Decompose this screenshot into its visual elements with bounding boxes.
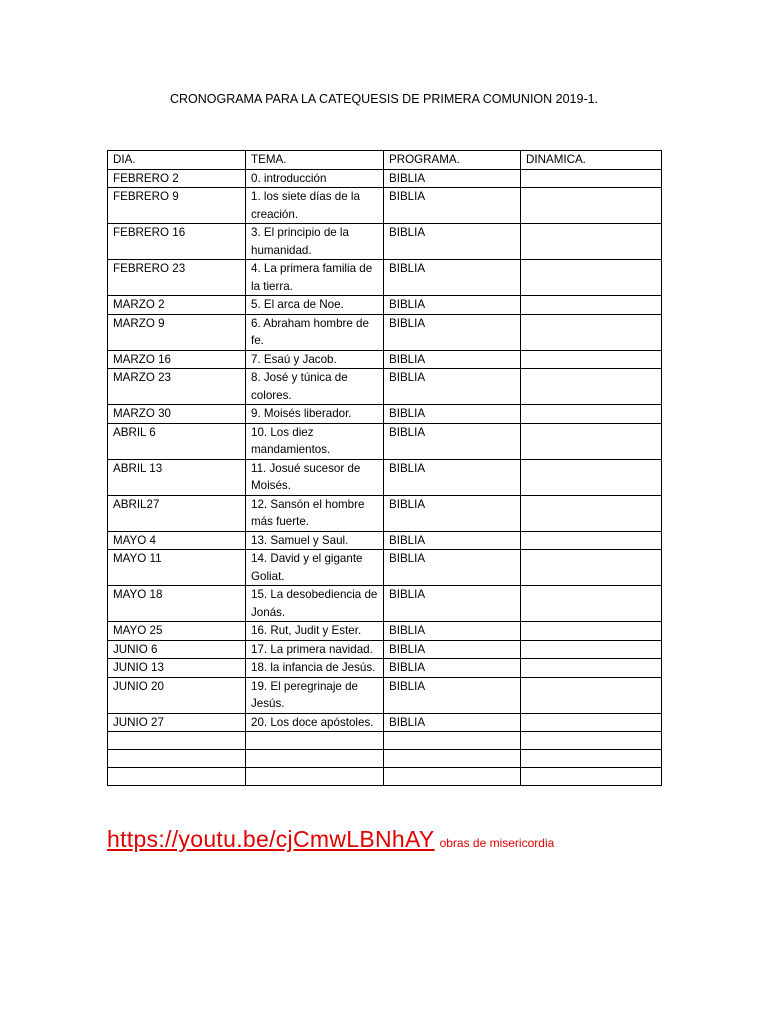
cell-tema: 10. Los diez mandamientos. [246, 423, 384, 459]
cell-programa: BIBLIA [384, 550, 521, 586]
cell-dia: MAYO 11 [108, 550, 246, 586]
table-row [108, 296, 662, 315]
table-row [108, 495, 662, 531]
cell-dinamica [521, 423, 662, 459]
cell-dinamica [521, 586, 662, 622]
cell-dia: MARZO 9 [108, 314, 246, 350]
blank-cell [521, 732, 662, 750]
document-title: CRONOGRAMA PARA LA CATEQUESIS DE PRIMERA COMUNION 2019-1. [169, 92, 599, 106]
cell-programa: BIBLIA [384, 531, 521, 550]
cell-dia: FEBRERO 23 [108, 260, 246, 296]
cell-tema: 11. Josué sucesor de Moisés. [246, 459, 384, 495]
cell-tema: 7. Esaú y Jacob. [246, 350, 384, 369]
cell-tema: 9. Moisés liberador. [246, 405, 384, 424]
cell-tema: 6. Abraham hombre de fe. [246, 314, 384, 350]
table-row [108, 622, 662, 641]
cell-programa: BIBLIA [384, 369, 521, 405]
cell-tema: 12. Sansón el hombre más fuerte. [246, 495, 384, 531]
footer-line [107, 826, 554, 853]
cell-dinamica [521, 550, 662, 586]
cell-tema: 18. la infancia de Jesús. [246, 659, 384, 678]
cell-tema: 13. Samuel y Saul. [246, 531, 384, 550]
table-row [108, 640, 662, 659]
blank-cell [246, 750, 384, 768]
blank-cell [521, 750, 662, 768]
cell-tema: 19. El peregrinaje de Jesús. [246, 677, 384, 713]
table-row [108, 405, 662, 424]
blank-cell [108, 768, 246, 786]
cell-dinamica [521, 640, 662, 659]
cell-programa: BIBLIA [384, 423, 521, 459]
table-row [108, 713, 662, 732]
video-link[interactable]: https://youtu.be/cjCmwLBNhAY [107, 826, 435, 852]
cell-dinamica [521, 405, 662, 424]
blank-cell [384, 750, 521, 768]
cell-tema: 20. Los doce apóstoles. [246, 713, 384, 732]
blank-cell [384, 732, 521, 750]
cell-dinamica [521, 188, 662, 224]
cell-tema: 5. El arca de Noe. [246, 296, 384, 315]
cell-dinamica [521, 677, 662, 713]
cell-dia: JUNIO 20 [108, 677, 246, 713]
table-row [108, 586, 662, 622]
table-row [108, 550, 662, 586]
cell-dia: MAYO 25 [108, 622, 246, 641]
cell-dia: FEBRERO 2 [108, 169, 246, 188]
table-row [108, 350, 662, 369]
cell-dinamica [521, 713, 662, 732]
cell-dia: FEBRERO 16 [108, 224, 246, 260]
table-row [108, 677, 662, 713]
cell-dinamica [521, 369, 662, 405]
cell-dinamica [521, 260, 662, 296]
table-body [108, 169, 662, 786]
cell-dinamica [521, 531, 662, 550]
cell-programa: BIBLIA [384, 495, 521, 531]
cell-dinamica [521, 495, 662, 531]
cell-dinamica [521, 296, 662, 315]
cell-programa: BIBLIA [384, 405, 521, 424]
cell-dia: ABRIL 6 [108, 423, 246, 459]
cell-programa: BIBLIA [384, 586, 521, 622]
table-row [108, 531, 662, 550]
cell-dinamica [521, 659, 662, 678]
schedule-table [107, 150, 662, 786]
cell-dinamica [521, 459, 662, 495]
cell-tema: 1. los siete días de la creación. [246, 188, 384, 224]
blank-cell [246, 732, 384, 750]
cell-programa: BIBLIA [384, 640, 521, 659]
cell-dinamica [521, 314, 662, 350]
table-row [108, 188, 662, 224]
cell-programa: BIBLIA [384, 350, 521, 369]
header-dinamica: DINAMICA. [521, 151, 662, 170]
cell-tema: 3. El principio de la humanidad. [246, 224, 384, 260]
cell-dia: MARZO 30 [108, 405, 246, 424]
blank-cell [108, 732, 246, 750]
header-tema: TEMA. [246, 151, 384, 170]
cell-dinamica [521, 350, 662, 369]
cell-tema: 0. introducción [246, 169, 384, 188]
cell-tema: 8. José y túnica de colores. [246, 369, 384, 405]
cell-dia: JUNIO 13 [108, 659, 246, 678]
blank-cell [246, 768, 384, 786]
cell-programa: BIBLIA [384, 713, 521, 732]
cell-programa: BIBLIA [384, 314, 521, 350]
cell-dia: JUNIO 27 [108, 713, 246, 732]
cell-dia: MAYO 4 [108, 531, 246, 550]
cell-programa: BIBLIA [384, 659, 521, 678]
cell-dia: MARZO 2 [108, 296, 246, 315]
cell-tema: 15. La desobediencia de Jonás. [246, 586, 384, 622]
cell-programa: BIBLIA [384, 188, 521, 224]
blank-row [108, 732, 662, 750]
cell-programa: BIBLIA [384, 622, 521, 641]
table-row [108, 369, 662, 405]
header-dia: DIA. [108, 151, 246, 170]
table-row [108, 314, 662, 350]
cell-dia: MARZO 16 [108, 350, 246, 369]
header-programa: PROGRAMA. [384, 151, 521, 170]
cell-tema: 16. Rut, Judit y Ester. [246, 622, 384, 641]
cell-dinamica [521, 622, 662, 641]
blank-row [108, 768, 662, 786]
cell-dinamica [521, 169, 662, 188]
cell-dia: ABRIL 13 [108, 459, 246, 495]
table-row [108, 169, 662, 188]
table-row [108, 459, 662, 495]
cell-programa: BIBLIA [384, 224, 521, 260]
cell-dinamica [521, 224, 662, 260]
cell-dia: MARZO 23 [108, 369, 246, 405]
cell-programa: BIBLIA [384, 459, 521, 495]
cell-tema: 14. David y el gigante Goliat. [246, 550, 384, 586]
table-row [108, 260, 662, 296]
cell-dia: JUNIO 6 [108, 640, 246, 659]
cell-programa: BIBLIA [384, 677, 521, 713]
cell-tema: 4. La primera familia de la tierra. [246, 260, 384, 296]
cell-tema: 17. La primera navidad. [246, 640, 384, 659]
table-row [108, 423, 662, 459]
blank-cell [108, 750, 246, 768]
cell-dia: MAYO 18 [108, 586, 246, 622]
blank-cell [384, 768, 521, 786]
footer-note: obras de misericordia [439, 836, 555, 850]
table-header-row [108, 151, 662, 170]
blank-cell [521, 768, 662, 786]
table-row [108, 224, 662, 260]
cell-dia: FEBRERO 9 [108, 188, 246, 224]
table-row [108, 659, 662, 678]
cell-programa: BIBLIA [384, 296, 521, 315]
cell-dia: ABRIL27 [108, 495, 246, 531]
blank-row [108, 750, 662, 768]
cell-programa: BIBLIA [384, 260, 521, 296]
cell-programa: BIBLIA [384, 169, 521, 188]
